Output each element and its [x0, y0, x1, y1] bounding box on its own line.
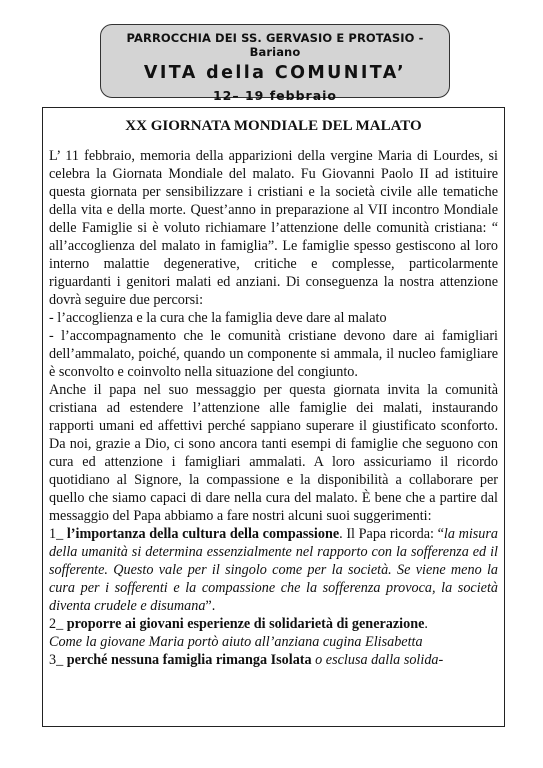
suggestion-item: [49, 651, 498, 669]
suggestion-title: proporre ai giovani esperienze di solidarietà di generazione: [63, 616, 425, 632]
article-heading: XX GIORNATA MONDIALE DEL MALATO: [125, 118, 422, 134]
suggestion-item: [49, 615, 498, 651]
article-body: [49, 147, 498, 669]
suggestion-title: l’importanza della cultura della compassione: [63, 526, 340, 542]
paragraph-intro: L’ 11 febbraio, memoria della apparizioni della vergine Maria di Lourdes, si celebra la Giornata Mondiale del malato. Fu Giovanni Paolo II ad istituire questa giornata per sensibilizzare i cristiani e la società civile alle tematiche della vita e della morte. Quest’anno in preparazione al VII incontro Mondiale delle Famiglie si è voluto richiamare l’attenzione delle comunità cristiana: “ all’accoglienza del malato in famiglia”. Le famiglie spesso gestiscono al loro interno malattie degenerative, critiche e complesse, particolarmente riguardanti i genitori malati ed anziani. Di conseguenza la nostra attenzione dovrà seguire due percorsi:: [49, 148, 498, 308]
suggestion-quote: Come la giovane Maria portò aiuto all’anziana cugina Elisabetta: [49, 634, 423, 650]
suggestion-item: [49, 525, 498, 615]
suggestion-tail: ”.: [205, 598, 216, 614]
list-item-dash: - l’accoglienza e la cura che la famiglia deve dare al malato: [49, 310, 387, 326]
suggestion-number: 3_: [49, 652, 64, 668]
suggestion-number: 2_: [49, 616, 64, 632]
newsletter-header: [100, 24, 450, 103]
list-item-dash: - l’accompagnamento che le comunità cristiane devono dare ai famigliari dell’ammalato, poiché, quando un componente si ammala, il nucleo famigliare è sconvolto e coinvolto nella situazione del congiunto.: [49, 328, 498, 380]
suggestion-text: . Il Papa ricorda: “: [339, 526, 444, 542]
suggestion-text: .: [424, 616, 428, 632]
paragraph-message: Anche il papa nel suo messaggio per questa giornata invita la comunità cristiana ad estendere l’attenzione alle famiglie dei malati, instaurando rapporti umani ed affettivi perché sappiano superare il giustificato sconforto. Da noi, grazie a Dio, ci sono ancora tanti esempi di famiglie che seguono con cura ed attenzione i famigliari ammalati. A loro assicuriamo il ricordo quotidiano al Signore, la compassione e la disponibilità a collaborare per quello che siamo capaci di dare nella cura del malato. È bene che a partire dal messaggio del Papa abbiamo a fare nostri alcuni suoi suggerimenti:: [49, 382, 498, 524]
parish-name: PARROCCHIA DEI SS. GERVASIO E PROTASIO - Bariano: [126, 31, 424, 59]
article-box: [42, 107, 505, 727]
suggestion-title: perché nessuna famiglia rimanga Isolata: [63, 652, 312, 668]
suggestion-quote: la misura della umanità si determina essenzialmente nel rapporto con la sofferenza ed il sofferente. Questo vale per il singolo come per la società. Se viene meno la cura per i sofferenti e la compassione che la sofferenza provoca, la società diventa crudele e disumana: [49, 526, 499, 614]
newsletter-title: VITA della COMUNITA’: [143, 63, 407, 83]
suggestion-number: 1_: [49, 526, 64, 542]
date-range: 12– 19 febbraio: [212, 88, 338, 103]
suggestion-quote: o esclusa dalla solida-: [315, 652, 444, 668]
